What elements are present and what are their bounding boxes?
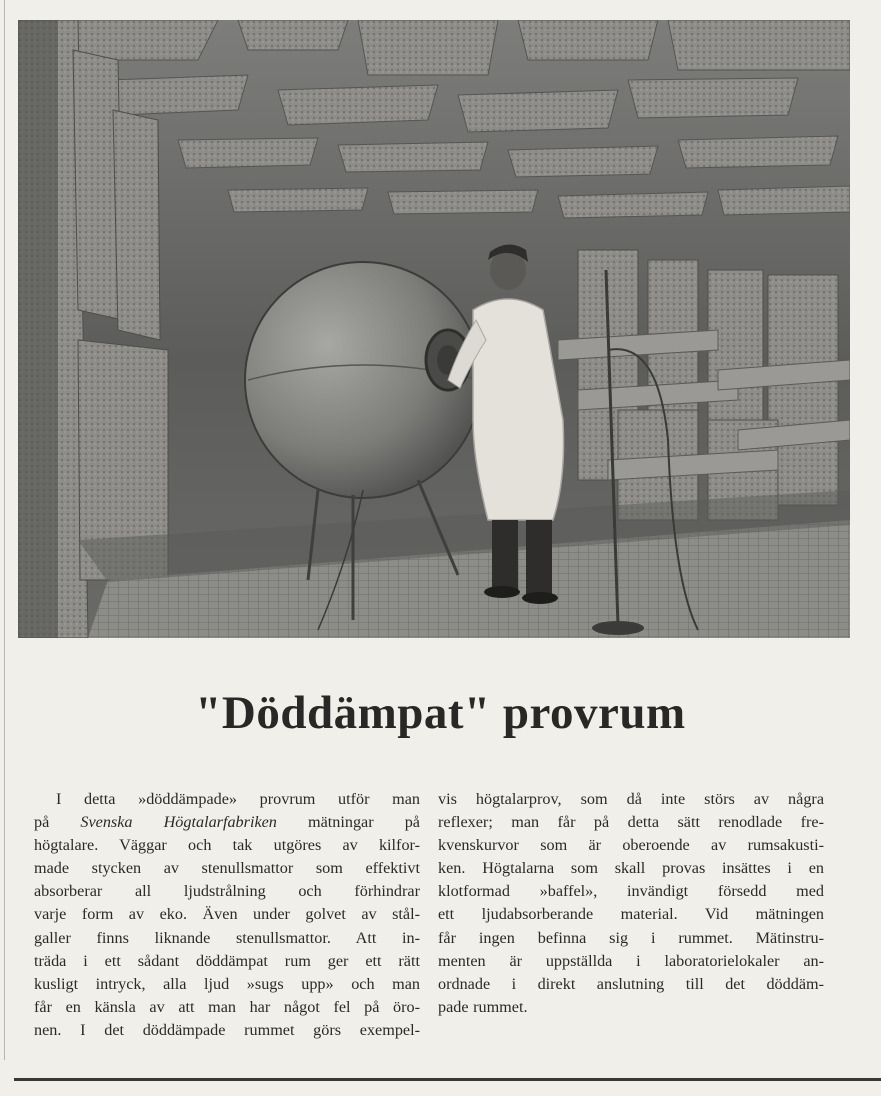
text-line: träda i ett sådant döddämpat rum ger ett rätt xyxy=(34,951,420,970)
text-line: I detta »döddämpade» provrum utför man xyxy=(56,790,420,808)
text-line: vis högtalarprov, som då inte störs av några xyxy=(438,790,824,808)
left-margin-rule xyxy=(4,0,5,1060)
text-line: får en känsla av att man har något fel på öro- xyxy=(34,997,420,1016)
text-line: nen. I det döddämpade rummet görs exempel- xyxy=(34,1020,420,1039)
text-line: made stycken av stenullsmattor som effektivt xyxy=(34,859,420,878)
body-column-left xyxy=(34,788,420,1042)
text-fragment: mätningar på xyxy=(276,813,420,832)
text-line: ordnade i direkt anslutning till det döddäm- xyxy=(438,974,824,993)
text-line: får ingen befinna sig i rummet. Mätinstru- xyxy=(438,928,824,947)
text-line: absorberar all ljudstrålning och förhindrar xyxy=(34,882,420,901)
text-fragment: på xyxy=(34,813,81,832)
company-name-italic: Svenska Högtalarfabriken xyxy=(80,813,277,832)
text-line: kusligt intryck, alla ljud »sugs upp» och man xyxy=(34,974,420,993)
text-line: menten är uppställda i laboratorielokaler an- xyxy=(438,951,824,970)
text-line-with-italic xyxy=(34,811,420,834)
text-line: klotformad »baffel», invändigt försedd med xyxy=(438,882,824,901)
photo-anechoic-chamber xyxy=(18,20,850,638)
text-line: galler finns liknande stenullsmattor. Att in- xyxy=(34,928,420,947)
photo-illustration xyxy=(18,20,850,638)
text-line: ett ljudabsorberande material. Vid mätningen xyxy=(438,905,824,924)
body-column-right xyxy=(438,788,824,1019)
text-line: högtalare. Väggar och tak utgöres av kilfor- xyxy=(34,836,420,855)
text-line: reflexer; man får på detta sätt renodlade fre- xyxy=(438,813,824,832)
article-title: "Döddämpat" provrum xyxy=(195,687,686,739)
text-line: ken. Högtalarna som skall provas insättes i en xyxy=(438,859,824,878)
text-line: varje form av eko. Även under golvet av stål- xyxy=(34,905,420,924)
text-line: pade rummet. xyxy=(438,997,528,1016)
bottom-rule xyxy=(14,1078,881,1081)
text-line: kvenskurvor som är oberoende av rumsakusti- xyxy=(438,836,824,855)
